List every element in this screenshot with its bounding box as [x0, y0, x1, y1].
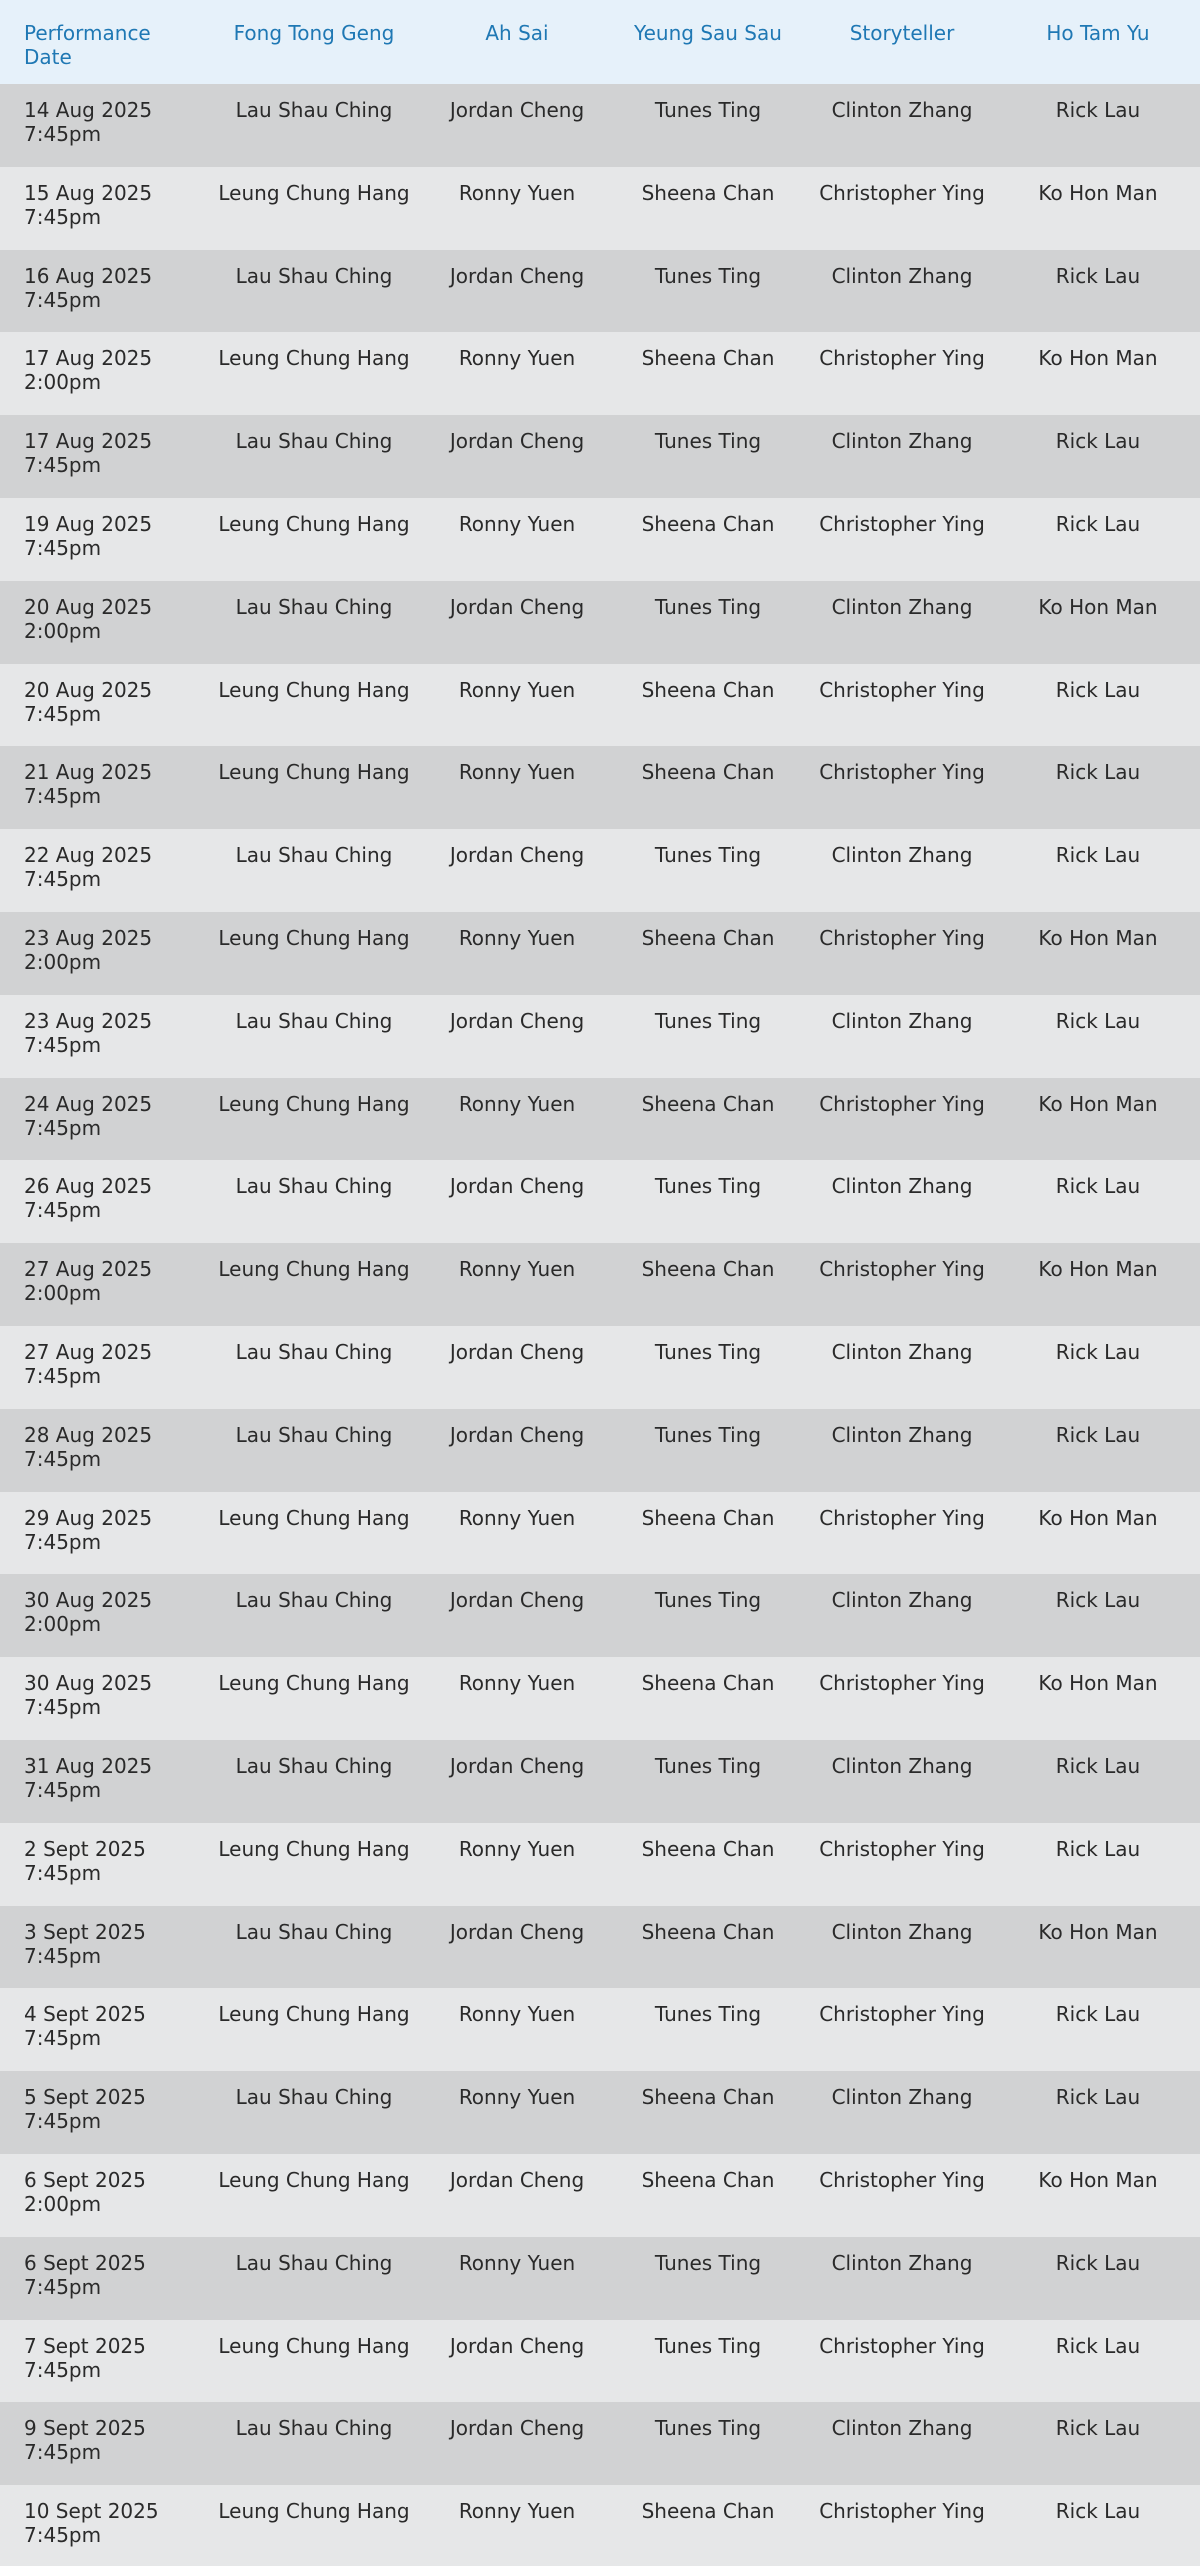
fong-tong-geng-cell: Leung Chung Hang	[218, 1257, 410, 1282]
ho-tam-yu-cell: Ko Hon Man	[1038, 1257, 1158, 1282]
fong-tong-geng-cell: Leung Chung Hang	[218, 2002, 410, 2027]
table-row	[0, 1078, 1200, 1161]
storyteller-cell: Clinton Zhang	[831, 843, 973, 868]
ho-tam-yu-cell: Rick Lau	[1055, 677, 1141, 702]
yeung-sau-sau-cell: Tunes Ting	[654, 843, 762, 868]
performance-date-cell	[0, 581, 202, 664]
performance-time: 7:45pm	[24, 2274, 102, 2299]
performance-date: 19 Aug 2025	[24, 511, 153, 536]
yeung-sau-sau-cell: Tunes Ting	[654, 1422, 762, 1447]
ah-sai-cell: Ronny Yuen	[458, 1671, 576, 1696]
table-row	[0, 2071, 1200, 2154]
yeung-sau-sau-cell: Tunes Ting	[654, 429, 762, 454]
yeung-sau-sau-cell: Tunes Ting	[654, 98, 762, 122]
performance-time: 7:45pm	[24, 1446, 102, 1471]
storyteller-cell: Clinton Zhang	[831, 1422, 973, 1447]
performance-date: 24 Aug 2025	[24, 1091, 153, 1116]
yeung-sau-sau-cell: Tunes Ting	[654, 2333, 762, 2358]
ho-tam-yu-cell: Ko Hon Man	[1038, 1505, 1158, 1530]
yeung-sau-sau-cell: Tunes Ting	[654, 2002, 762, 2027]
ho-tam-yu-cell: Rick Lau	[1055, 843, 1141, 868]
ah-sai-cell: Jordan Cheng	[449, 1174, 585, 1199]
performance-date: 17 Aug 2025	[24, 346, 153, 371]
ho-tam-yu-cell: Rick Lau	[1055, 1753, 1141, 1778]
table-row	[0, 1740, 1200, 1823]
performance-time: 7:45pm	[24, 1777, 102, 1802]
performance-date-cell	[0, 1740, 202, 1823]
performance-time: 7:45pm	[24, 2523, 102, 2548]
performance-time: 7:45pm	[24, 287, 102, 312]
table-row	[0, 664, 1200, 747]
storyteller-cell: Christopher Ying	[819, 180, 985, 205]
performance-date: 30 Aug 2025	[24, 1588, 153, 1613]
ho-tam-yu-cell: Ko Hon Man	[1038, 2167, 1158, 2192]
performance-date: 27 Aug 2025	[24, 1339, 153, 1364]
performance-date: 10 Sept 2025	[24, 2499, 159, 2524]
ho-tam-yu-cell: Rick Lau	[1055, 2416, 1141, 2441]
table-row	[0, 2237, 1200, 2320]
ah-sai-cell: Ronny Yuen	[458, 1257, 576, 1282]
table-row	[0, 332, 1200, 415]
performance-date-cell	[0, 1906, 202, 1989]
fong-tong-geng-cell: Leung Chung Hang	[218, 2499, 410, 2524]
fong-tong-geng-cell: Leung Chung Hang	[218, 925, 410, 950]
storyteller-cell: Christopher Ying	[819, 2002, 985, 2027]
performance-time: 7:45pm	[24, 1115, 102, 1140]
performance-date-cell	[0, 84, 202, 167]
performance-time: 2:00pm	[24, 1281, 102, 1306]
storyteller-cell: Christopher Ying	[819, 925, 985, 950]
storyteller-cell: Clinton Zhang	[831, 263, 973, 288]
yeung-sau-sau-cell: Tunes Ting	[654, 1753, 762, 1778]
ah-sai-cell: Ronny Yuen	[458, 2499, 576, 2524]
fong-tong-geng-cell: Leung Chung Hang	[218, 677, 410, 702]
ho-tam-yu-cell: Rick Lau	[1055, 2499, 1141, 2524]
fong-tong-geng-cell: Lau Shau Ching	[235, 1588, 393, 1613]
performance-date-cell	[0, 2485, 202, 2566]
yeung-sau-sau-cell: Tunes Ting	[654, 263, 762, 288]
performance-time: 7:45pm	[24, 2440, 102, 2465]
performance-time: 2:00pm	[24, 949, 102, 974]
ah-sai-cell: Jordan Cheng	[449, 1919, 585, 1944]
yeung-sau-sau-cell: Sheena Chan	[641, 1257, 775, 1282]
performance-date-cell	[0, 1657, 202, 1740]
table-row	[0, 2320, 1200, 2403]
performance-date: 15 Aug 2025	[24, 180, 153, 205]
ah-sai-cell: Ronny Yuen	[458, 677, 576, 702]
storyteller-cell: Christopher Ying	[819, 2167, 985, 2192]
yeung-sau-sau-cell: Sheena Chan	[641, 1671, 775, 1696]
storyteller-cell: Christopher Ying	[819, 2333, 985, 2358]
performance-date: 5 Sept 2025	[24, 2085, 146, 2110]
ah-sai-cell: Jordan Cheng	[449, 1753, 585, 1778]
table-row	[0, 1409, 1200, 1492]
performance-date-cell	[0, 829, 202, 912]
performance-time: 7:45pm	[24, 204, 102, 229]
storyteller-cell: Christopher Ying	[819, 346, 985, 371]
ho-tam-yu-cell: Ko Hon Man	[1038, 594, 1158, 619]
ho-tam-yu-cell: Ko Hon Man	[1038, 1671, 1158, 1696]
table-row	[0, 2402, 1200, 2485]
fong-tong-geng-cell: Lau Shau Ching	[235, 1919, 393, 1944]
performance-time: 7:45pm	[24, 122, 102, 146]
table-row	[0, 1657, 1200, 1740]
yeung-sau-sau-cell: Sheena Chan	[641, 346, 775, 371]
table-row	[0, 1160, 1200, 1243]
storyteller-cell: Clinton Zhang	[831, 2250, 973, 2275]
table-row	[0, 167, 1200, 250]
ho-tam-yu-cell: Rick Lau	[1055, 1174, 1141, 1199]
performance-time: 7:45pm	[24, 1032, 102, 1057]
fong-tong-geng-cell: Leung Chung Hang	[218, 760, 410, 785]
performance-date: 3 Sept 2025	[24, 1919, 146, 1944]
performance-date: 27 Aug 2025	[24, 1257, 153, 1282]
performance-date: 16 Aug 2025	[24, 263, 153, 288]
ah-sai-cell: Jordan Cheng	[449, 98, 585, 122]
ah-sai-cell: Jordan Cheng	[449, 594, 585, 619]
performance-time: 7:45pm	[24, 535, 102, 560]
storyteller-cell: Clinton Zhang	[831, 429, 973, 454]
table-row	[0, 829, 1200, 912]
storyteller-cell: Christopher Ying	[819, 1091, 985, 1116]
fong-tong-geng-cell: Lau Shau Ching	[235, 1422, 393, 1447]
performance-time: 7:45pm	[24, 2026, 102, 2051]
table-row	[0, 1823, 1200, 1906]
ah-sai-cell: Jordan Cheng	[449, 1588, 585, 1613]
performance-date-cell	[0, 498, 202, 581]
table-row	[0, 746, 1200, 829]
performance-date-cell	[0, 1326, 202, 1409]
performance-date-cell	[0, 664, 202, 747]
performance-time: 7:45pm	[24, 1860, 102, 1885]
performance-date: 31 Aug 2025	[24, 1753, 153, 1778]
ah-sai-cell: Ronny Yuen	[458, 1836, 576, 1861]
fong-tong-geng-cell: Lau Shau Ching	[235, 98, 393, 122]
yeung-sau-sau-cell: Tunes Ting	[654, 1588, 762, 1613]
yeung-sau-sau-cell: Sheena Chan	[641, 1836, 775, 1861]
ho-tam-yu-cell: Rick Lau	[1055, 1008, 1141, 1033]
fong-tong-geng-cell: Leung Chung Hang	[218, 511, 410, 536]
header-date-line1: Performance	[24, 21, 151, 45]
table-row	[0, 1326, 1200, 1409]
performance-date-cell	[0, 2402, 202, 2485]
performance-date: 6 Sept 2025	[24, 2250, 146, 2275]
table-row	[0, 498, 1200, 581]
performance-date: 23 Aug 2025	[24, 925, 153, 950]
table-header	[0, 0, 1200, 84]
performance-date: 6 Sept 2025	[24, 2167, 146, 2192]
performance-date-cell	[0, 912, 202, 995]
ah-sai-cell: Jordan Cheng	[449, 263, 585, 288]
storyteller-cell: Clinton Zhang	[831, 1919, 973, 1944]
ho-tam-yu-cell: Rick Lau	[1055, 1339, 1141, 1364]
performance-date: 21 Aug 2025	[24, 760, 153, 785]
performance-date: 28 Aug 2025	[24, 1422, 153, 1447]
ah-sai-cell: Jordan Cheng	[449, 2167, 585, 2192]
fong-tong-geng-cell: Leung Chung Hang	[218, 1671, 410, 1696]
fong-tong-geng-cell: Lau Shau Ching	[235, 594, 393, 619]
performance-date: 26 Aug 2025	[24, 1174, 153, 1199]
performance-date: 2 Sept 2025	[24, 1836, 146, 1861]
performance-time: 2:00pm	[24, 2191, 102, 2216]
performance-time: 7:45pm	[24, 784, 102, 809]
table-row	[0, 912, 1200, 995]
performance-date: 23 Aug 2025	[24, 1008, 153, 1033]
ah-sai-cell: Ronny Yuen	[458, 2250, 576, 2275]
fong-tong-geng-cell: Lau Shau Ching	[235, 1008, 393, 1033]
yeung-sau-sau-cell: Sheena Chan	[641, 180, 775, 205]
yeung-sau-sau-cell: Tunes Ting	[654, 1174, 762, 1199]
table-row	[0, 1574, 1200, 1657]
fong-tong-geng-cell: Lau Shau Ching	[235, 429, 393, 454]
yeung-sau-sau-cell: Sheena Chan	[641, 1505, 775, 1530]
performance-date-cell	[0, 1409, 202, 1492]
ho-tam-yu-cell: Ko Hon Man	[1038, 1091, 1158, 1116]
performance-date-cell	[0, 1988, 202, 2071]
ah-sai-cell: Ronny Yuen	[458, 1505, 576, 1530]
ho-tam-yu-cell: Ko Hon Man	[1038, 180, 1158, 205]
fong-tong-geng-cell: Lau Shau Ching	[235, 1339, 393, 1364]
table-row	[0, 250, 1200, 333]
fong-tong-geng-cell: Leung Chung Hang	[218, 1505, 410, 1530]
performance-date: 20 Aug 2025	[24, 594, 153, 619]
table-row	[0, 1492, 1200, 1575]
header-date-line2: Date	[24, 45, 72, 69]
ah-sai-cell: Ronny Yuen	[458, 2002, 576, 2027]
fong-tong-geng-cell: Leung Chung Hang	[218, 1091, 410, 1116]
storyteller-cell: Christopher Ying	[819, 1505, 985, 1530]
storyteller-cell: Clinton Zhang	[831, 98, 973, 122]
fong-tong-geng-cell: Lau Shau Ching	[235, 2416, 393, 2441]
ah-sai-cell: Jordan Cheng	[449, 1339, 585, 1364]
ah-sai-cell: Ronny Yuen	[458, 760, 576, 785]
header-yeung-sau-sau: Yeung Sau Sau	[634, 21, 782, 45]
yeung-sau-sau-cell: Sheena Chan	[641, 2499, 775, 2524]
fong-tong-geng-cell: Leung Chung Hang	[218, 1836, 410, 1861]
performance-date: 30 Aug 2025	[24, 1671, 153, 1696]
table-row	[0, 1906, 1200, 1989]
yeung-sau-sau-cell: Sheena Chan	[641, 677, 775, 702]
yeung-sau-sau-cell: Sheena Chan	[641, 1919, 775, 1944]
performance-date-cell	[0, 332, 202, 415]
yeung-sau-sau-cell: Tunes Ting	[654, 594, 762, 619]
yeung-sau-sau-cell: Sheena Chan	[641, 760, 775, 785]
storyteller-cell: Clinton Zhang	[831, 1753, 973, 1778]
performance-date-cell	[0, 2154, 202, 2237]
fong-tong-geng-cell: Leung Chung Hang	[218, 2167, 410, 2192]
ho-tam-yu-cell: Rick Lau	[1055, 1422, 1141, 1447]
yeung-sau-sau-cell: Tunes Ting	[654, 1008, 762, 1033]
performance-date-cell	[0, 1078, 202, 1161]
fong-tong-geng-cell: Lau Shau Ching	[235, 1753, 393, 1778]
storyteller-cell: Christopher Ying	[819, 1257, 985, 1282]
storyteller-cell: Christopher Ying	[819, 2499, 985, 2524]
performance-date: 14 Aug 2025	[24, 98, 153, 122]
ah-sai-cell: Jordan Cheng	[449, 1008, 585, 1033]
yeung-sau-sau-cell: Tunes Ting	[654, 1339, 762, 1364]
table-row	[0, 581, 1200, 664]
yeung-sau-sau-cell: Sheena Chan	[641, 1091, 775, 1116]
performance-date-cell	[0, 167, 202, 250]
ah-sai-cell: Jordan Cheng	[449, 429, 585, 454]
ho-tam-yu-cell: Rick Lau	[1055, 2002, 1141, 2027]
table-body	[0, 84, 1200, 2566]
performance-time: 7:45pm	[24, 1529, 102, 1554]
performance-date-cell	[0, 2320, 202, 2403]
performance-date-cell	[0, 1574, 202, 1657]
table-row	[0, 1988, 1200, 2071]
performance-date-cell	[0, 1243, 202, 1326]
storyteller-cell: Christopher Ying	[819, 677, 985, 702]
ho-tam-yu-cell: Rick Lau	[1055, 2333, 1141, 2358]
performance-date-cell	[0, 2237, 202, 2320]
ho-tam-yu-cell: Rick Lau	[1055, 760, 1141, 785]
ah-sai-cell: Ronny Yuen	[458, 511, 576, 536]
storyteller-cell: Christopher Ying	[819, 511, 985, 536]
ho-tam-yu-cell: Rick Lau	[1055, 2085, 1141, 2110]
ah-sai-cell: Ronny Yuen	[458, 2085, 576, 2110]
fong-tong-geng-cell: Lau Shau Ching	[235, 2250, 393, 2275]
ah-sai-cell: Jordan Cheng	[449, 843, 585, 868]
performance-date-cell	[0, 2071, 202, 2154]
performance-time: 7:45pm	[24, 867, 102, 892]
performance-date-cell	[0, 746, 202, 829]
yeung-sau-sau-cell: Sheena Chan	[641, 925, 775, 950]
ho-tam-yu-cell: Rick Lau	[1055, 2250, 1141, 2275]
performance-time: 7:45pm	[24, 1198, 102, 1223]
performance-date: 9 Sept 2025	[24, 2416, 146, 2441]
performance-time: 2:00pm	[24, 1612, 102, 1637]
header-ho-tam-yu: Ho Tam Yu	[1046, 21, 1150, 45]
storyteller-cell: Christopher Ying	[819, 1671, 985, 1696]
performance-time: 7:45pm	[24, 2357, 102, 2382]
performance-date-cell	[0, 1160, 202, 1243]
performance-date: 22 Aug 2025	[24, 843, 153, 868]
fong-tong-geng-cell: Lau Shau Ching	[235, 2085, 393, 2110]
performance-time: 7:45pm	[24, 1363, 102, 1388]
performance-time: 7:45pm	[24, 1943, 102, 1968]
performance-date: 17 Aug 2025	[24, 429, 153, 454]
performance-date-cell	[0, 995, 202, 1078]
performance-date-cell	[0, 250, 202, 333]
performance-date-cell	[0, 415, 202, 498]
table-row	[0, 84, 1200, 167]
performance-date: 7 Sept 2025	[24, 2333, 146, 2358]
ah-sai-cell: Ronny Yuen	[458, 180, 576, 205]
fong-tong-geng-cell: Lau Shau Ching	[235, 843, 393, 868]
ah-sai-cell: Ronny Yuen	[458, 925, 576, 950]
header-performance-date	[0, 0, 202, 84]
storyteller-cell: Clinton Zhang	[831, 1008, 973, 1033]
yeung-sau-sau-cell: Sheena Chan	[641, 2167, 775, 2192]
ho-tam-yu-cell: Rick Lau	[1055, 1588, 1141, 1613]
ah-sai-cell: Jordan Cheng	[449, 1422, 585, 1447]
performance-date: 29 Aug 2025	[24, 1505, 153, 1530]
ho-tam-yu-cell: Ko Hon Man	[1038, 346, 1158, 371]
table-row	[0, 2154, 1200, 2237]
fong-tong-geng-cell: Lau Shau Ching	[235, 263, 393, 288]
table-row	[0, 995, 1200, 1078]
fong-tong-geng-cell: Leung Chung Hang	[218, 180, 410, 205]
performance-date: 4 Sept 2025	[24, 2002, 146, 2027]
ho-tam-yu-cell: Rick Lau	[1055, 98, 1141, 122]
storyteller-cell: Clinton Zhang	[831, 594, 973, 619]
fong-tong-geng-cell: Leung Chung Hang	[218, 346, 410, 371]
yeung-sau-sau-cell: Tunes Ting	[654, 2250, 762, 2275]
table-row	[0, 1243, 1200, 1326]
storyteller-cell: Clinton Zhang	[831, 2416, 973, 2441]
performance-time: 2:00pm	[24, 370, 102, 395]
yeung-sau-sau-cell: Sheena Chan	[641, 511, 775, 536]
storyteller-cell: Christopher Ying	[819, 760, 985, 785]
storyteller-cell: Clinton Zhang	[831, 1339, 973, 1364]
performance-date-cell	[0, 1823, 202, 1906]
header-fong-tong-geng: Fong Tong Geng	[233, 21, 395, 45]
performance-time: 7:45pm	[24, 1695, 102, 1720]
ho-tam-yu-cell: Rick Lau	[1055, 1836, 1141, 1861]
table-row	[0, 415, 1200, 498]
fong-tong-geng-cell: Leung Chung Hang	[218, 2333, 410, 2358]
header-row	[0, 0, 1200, 84]
performance-time: 7:45pm	[24, 453, 102, 478]
ho-tam-yu-cell: Rick Lau	[1055, 429, 1141, 454]
ho-tam-yu-cell: Ko Hon Man	[1038, 1919, 1158, 1944]
ho-tam-yu-cell: Rick Lau	[1055, 511, 1141, 536]
fong-tong-geng-cell: Lau Shau Ching	[235, 1174, 393, 1199]
performance-time: 7:45pm	[24, 2109, 102, 2134]
performance-time: 7:45pm	[24, 701, 102, 726]
ah-sai-cell: Jordan Cheng	[449, 2333, 585, 2358]
ah-sai-cell: Ronny Yuen	[458, 1091, 576, 1116]
header-ah-sai: Ah Sai	[485, 21, 549, 45]
storyteller-cell: Clinton Zhang	[831, 1588, 973, 1613]
storyteller-cell: Clinton Zhang	[831, 1174, 973, 1199]
ah-sai-cell: Jordan Cheng	[449, 2416, 585, 2441]
ah-sai-cell: Ronny Yuen	[458, 346, 576, 371]
performance-date: 20 Aug 2025	[24, 677, 153, 702]
table-row	[0, 2485, 1200, 2566]
storyteller-cell: Clinton Zhang	[831, 2085, 973, 2110]
performance-date-cell	[0, 1492, 202, 1575]
storyteller-cell: Christopher Ying	[819, 1836, 985, 1861]
yeung-sau-sau-cell: Sheena Chan	[641, 2085, 775, 2110]
ho-tam-yu-cell: Ko Hon Man	[1038, 925, 1158, 950]
yeung-sau-sau-cell: Tunes Ting	[654, 2416, 762, 2441]
header-storyteller: Storyteller	[849, 21, 955, 45]
ho-tam-yu-cell: Rick Lau	[1055, 263, 1141, 288]
performance-time: 2:00pm	[24, 618, 102, 643]
